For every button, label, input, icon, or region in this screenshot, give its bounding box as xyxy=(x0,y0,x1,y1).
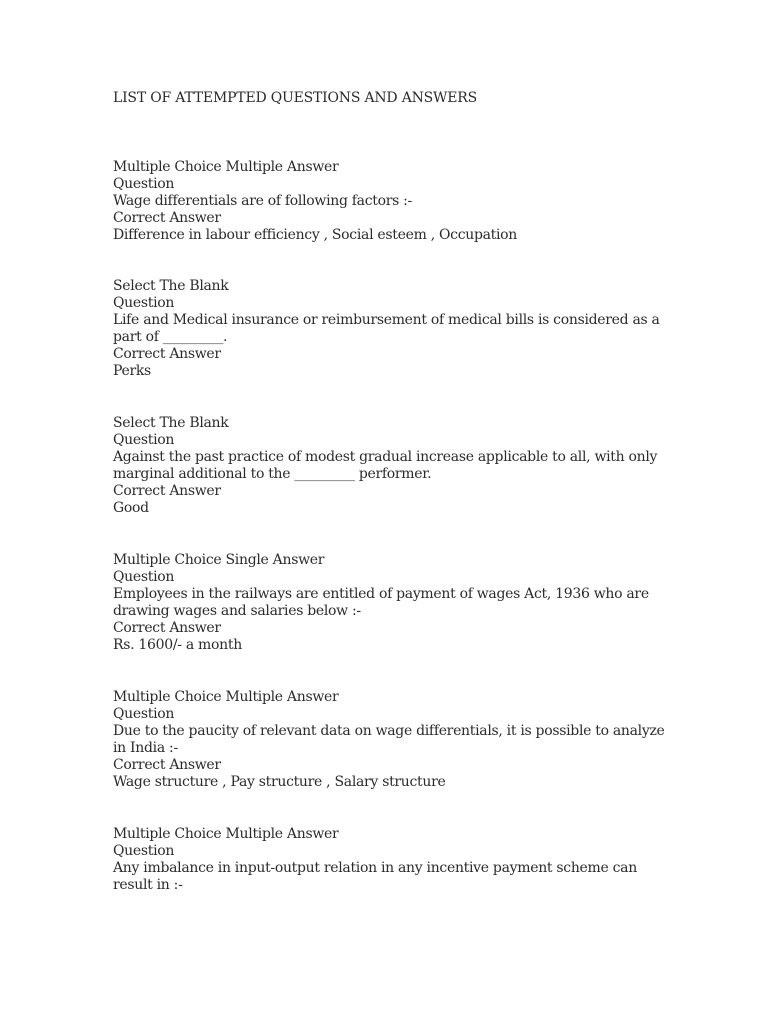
question-label: Question xyxy=(113,706,175,722)
question-text-line: Life and Medical insurance or reimbursement of medical bills is considered as a xyxy=(113,312,660,328)
document-title: LIST OF ATTEMPTED QUESTIONS AND ANSWERS xyxy=(113,90,477,106)
question-type: Multiple Choice Multiple Answer xyxy=(113,689,339,705)
question-text-line: marginal additional to the _________ performer. xyxy=(113,466,432,482)
question-label: Question xyxy=(113,569,175,585)
question-text-line: Due to the paucity of relevant data on wage differentials, it is possible to analyze xyxy=(113,723,665,739)
correct-answer-label: Correct Answer xyxy=(113,346,221,362)
correct-answer-label: Correct Answer xyxy=(113,210,221,226)
answer-text: Good xyxy=(113,500,149,516)
answer-text: Rs. 1600/- a month xyxy=(113,637,242,653)
question-text-line: Wage differentials are of following factors :- xyxy=(113,193,412,209)
question-type: Select The Blank xyxy=(113,278,229,294)
question-text-line: Against the past practice of modest gradual increase applicable to all, with only xyxy=(113,449,658,465)
question-block-3 xyxy=(113,415,658,517)
question-block-2 xyxy=(113,278,660,380)
question-label: Question xyxy=(113,432,175,448)
question-type: Multiple Choice Multiple Answer xyxy=(113,826,339,842)
question-label: Question xyxy=(113,295,175,311)
answer-text: Perks xyxy=(113,363,151,379)
correct-answer-label: Correct Answer xyxy=(113,620,221,636)
question-label: Question xyxy=(113,843,175,859)
answer-text: Difference in labour efficiency , Social esteem , Occupation xyxy=(113,227,518,243)
question-label: Question xyxy=(113,176,175,192)
question-text-line: in India :- xyxy=(113,740,178,756)
answer-text: Wage structure , Pay structure , Salary structure xyxy=(113,774,446,790)
correct-answer-label: Correct Answer xyxy=(113,757,221,773)
question-text-line: result in :- xyxy=(113,877,183,893)
question-block-1 xyxy=(113,159,653,244)
question-block-5 xyxy=(113,689,665,791)
question-text-line: Any imbalance in input-output relation in any incentive payment scheme can xyxy=(113,860,637,876)
question-block-4 xyxy=(113,552,653,654)
question-type: Select The Blank xyxy=(113,415,229,431)
question-type: Multiple Choice Multiple Answer xyxy=(113,159,339,175)
question-text-line: drawing wages and salaries below :- xyxy=(113,603,361,619)
question-text-line: Employees in the railways are entitled of payment of wages Act, 1936 who are xyxy=(113,586,649,602)
question-text-line: part of _________. xyxy=(113,329,228,345)
question-block-6 xyxy=(113,826,653,894)
correct-answer-label: Correct Answer xyxy=(113,483,221,499)
question-type: Multiple Choice Single Answer xyxy=(113,552,325,568)
